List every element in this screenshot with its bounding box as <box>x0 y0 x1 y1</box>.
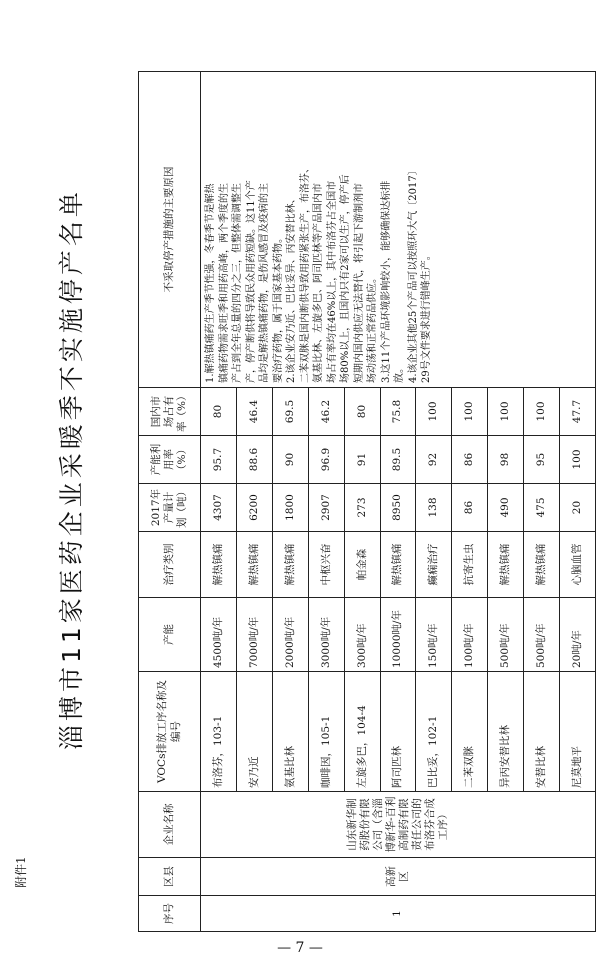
cell-share: 46.2 <box>308 388 344 436</box>
cell-share: 100 <box>416 388 452 436</box>
cell-utilization: 89.5 <box>380 436 416 484</box>
cell-category: 中枢兴奋 <box>308 532 344 598</box>
cell-capacity: 7000吨/年 <box>236 598 272 672</box>
cell-utilization: 88.6 <box>236 436 272 484</box>
cell-share: 80 <box>344 388 380 436</box>
cell-utilization: 86 <box>452 436 488 484</box>
cell-category: 癫痫治疗 <box>416 532 452 598</box>
cell-utilization: 100 <box>560 436 596 484</box>
header-voc-process: VOCs排放工序名称及编号 <box>139 672 201 792</box>
data-table <box>138 71 596 932</box>
reason-line: 场动荡和正常药品供应。 <box>367 273 378 383</box>
cell-share: 100 <box>524 388 560 436</box>
cell-category: 心脑血管 <box>560 532 596 598</box>
cell-process: 巴比妥，102-1 <box>416 672 452 792</box>
reason-line: 镇痛药物需求旺季和用药高峰，两个季度的生 <box>218 183 230 383</box>
cell-share: 80 <box>201 388 237 436</box>
shutdown-exemption-table <box>138 72 596 932</box>
cell-utilization: 95 <box>524 436 560 484</box>
cell-capacity: 150吨/年 <box>416 598 452 672</box>
header-reason: 不采取停产措施的主要原因 <box>139 72 201 388</box>
cell-capacity: 4500吨/年 <box>201 598 237 672</box>
cell-utilization: 96.9 <box>308 436 344 484</box>
cell-output: 2907 <box>308 484 344 532</box>
header-company: 企业名称 <box>139 792 201 858</box>
reason-line: 品均是解热镇痛药物，是伤风感冒及疫病的主 <box>259 183 270 383</box>
cell-category: 抗寄生虫 <box>452 532 488 598</box>
cell-county: 高新区 <box>201 858 596 896</box>
cell-no: 1 <box>201 896 596 932</box>
header-category: 治疗类别 <box>139 532 201 598</box>
table-row <box>201 72 237 932</box>
cell-share: 100 <box>488 388 524 436</box>
cell-category: 解热镇痛 <box>201 532 237 598</box>
cell-process: 咖啡因，105-1 <box>308 672 344 792</box>
reason-line: 场占有率均在46%以上，其中布洛芬占全国市 <box>326 180 338 383</box>
header-no: 序号 <box>139 896 201 932</box>
cell-process: 安乃近 <box>236 672 272 792</box>
cell-utilization: 92 <box>416 436 452 484</box>
reason-line: 放。 <box>394 363 405 383</box>
cell-capacity: 500吨/年 <box>488 598 524 672</box>
cell-output: 20 <box>560 484 596 532</box>
cell-share: 46.4 <box>236 388 272 436</box>
cell-capacity: 2000吨/年 <box>272 598 308 672</box>
cell-output: 6200 <box>236 484 272 532</box>
cell-output: 475 <box>524 484 560 532</box>
cell-output: 273 <box>344 484 380 532</box>
cell-process: 二苯双脒 <box>452 672 488 792</box>
header-planned-output: 2017年产量计划（吨） <box>139 484 201 532</box>
reason-line: 产，停产断供将导致民众用药短缺。这11个产 <box>245 180 257 383</box>
cell-output: 1800 <box>272 484 308 532</box>
annex-label: 附件1 <box>14 856 28 888</box>
cell-output: 138 <box>416 484 452 532</box>
cell-share: 75.8 <box>380 388 416 436</box>
cell-category: 解热镇痛 <box>380 532 416 598</box>
cell-process: 尼莫地平 <box>560 672 596 792</box>
document-title: 淄博市11家医药企业采暖季不实施停产名单 <box>57 188 86 750</box>
cell-category: 解热镇痛 <box>488 532 524 598</box>
cell-output: 4307 <box>201 484 237 532</box>
cell-process: 左旋多巴，104-4 <box>344 672 380 792</box>
cell-capacity: 3000吨/年 <box>308 598 344 672</box>
cell-utilization: 95.7 <box>201 436 237 484</box>
reason-line: 1.解热镇痛药生产季节性强，冬春季节是解热 <box>205 183 216 383</box>
cell-output: 490 <box>488 484 524 532</box>
header-county: 区县 <box>139 858 201 896</box>
cell-share: 100 <box>452 388 488 436</box>
cell-category: 帕金森 <box>344 532 380 598</box>
cell-utilization: 91 <box>344 436 380 484</box>
cell-process: 安替比林 <box>524 672 560 792</box>
reason-line: 要治疗药物，属于国家基本药物。 <box>272 233 284 383</box>
cell-category: 解热镇痛 <box>524 532 560 598</box>
cell-utilization: 98 <box>488 436 524 484</box>
cell-share: 47.7 <box>560 388 596 436</box>
reason-line: 3.这11个产品环境影响较小，能够确保达标排 <box>380 180 392 383</box>
cell-category: 解热镇痛 <box>236 532 272 598</box>
reason-line: 短期内国内供应无法替代，将引起下游制剂市 <box>353 183 365 383</box>
table-header-row <box>139 72 201 932</box>
cell-utilization: 90 <box>272 436 308 484</box>
cell-share: 69.5 <box>272 388 308 436</box>
cell-capacity: 20吨/年 <box>560 598 596 672</box>
cell-process: 氨基比林 <box>272 672 308 792</box>
header-utilization: 产能利用率（%） <box>139 436 201 484</box>
cell-process: 异丙安替比林 <box>488 672 524 792</box>
reason-line: 29号文件要求进行错峰生产。 <box>421 250 432 383</box>
cell-capacity: 100吨/年 <box>452 598 488 672</box>
header-market-share: 国内市场占有率（%） <box>139 388 201 436</box>
cell-capacity: 10000吨/年 <box>380 598 416 672</box>
cell-capacity: 300吨/年 <box>344 598 380 672</box>
cell-output: 8950 <box>380 484 416 532</box>
reason-line: 二苯双脒是国内断供导致用药紧张生产，布洛芬、 <box>299 163 311 383</box>
cell-capacity: 500吨/年 <box>524 598 560 672</box>
cell-company: 山东新华制药股份有限公司（含淄博新华-百利高制药有限责任公司的布洛芬合成工序） <box>201 792 596 858</box>
cell-output: 86 <box>452 484 488 532</box>
reason-line: 场80%以上，且国内只有2家可以生产，停产后 <box>340 174 351 383</box>
reason-line: 氨基比林、左旋多巴、阿司匹林等产品国内市 <box>313 183 324 383</box>
reason-line: 产占到全年总量的四分之三，但整体需调整生 <box>232 183 243 383</box>
reason-line: 4.该企业其他25个产品可以按照环大气〔2017〕 <box>407 165 419 383</box>
cell-reason <box>201 72 596 388</box>
cell-process: 阿司匹林 <box>380 672 416 792</box>
page-number: — 7 — <box>277 940 323 956</box>
cell-process: 布洛芬，103-1 <box>201 672 237 792</box>
header-capacity: 产能 <box>139 598 201 672</box>
cell-category: 解热镇痛 <box>272 532 308 598</box>
reason-line: 2.该企业安乃近、巴比妥异、丙安替比林、 <box>286 193 297 383</box>
